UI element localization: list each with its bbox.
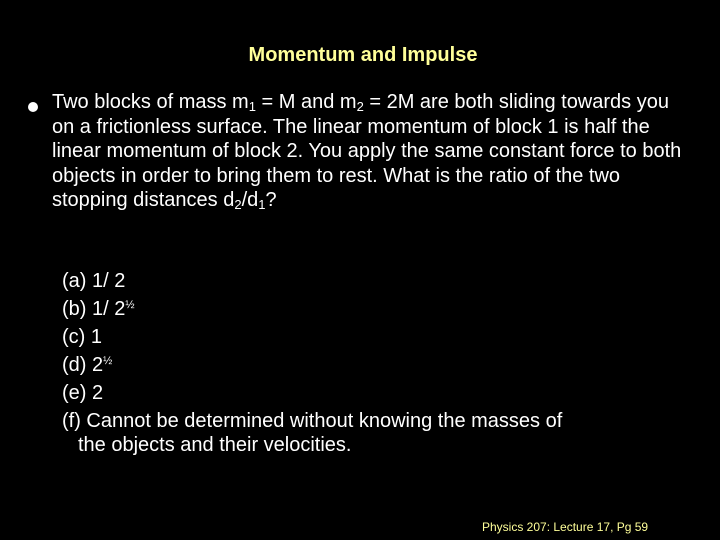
answer-b [62,295,682,323]
question-text [52,90,692,213]
question-part-4: /d [241,189,259,211]
answer-d-superscript: ½ [103,355,113,367]
question-part-3: = 2M are both sliding towards you on a frictionless surface. The linear momentum of block 1 is half the linear momentum of block 2. You apply the same constant force to both objects in order to bring them to rest. What is the ratio of the two stopping distances d [52,91,682,211]
slide-title: Momentum and Impulse [248,44,478,66]
answer-f-line-2: the objects and their velocities. [78,434,352,456]
answer-choices [62,267,682,457]
subscript-2: 2 [356,99,364,114]
subscript-4: 1 [258,197,266,212]
answer-f [62,407,682,457]
slide-footer: Physics 207: Lecture 17, Pg 59 [482,520,649,534]
answer-b-text: (b) 1/ 2 [62,298,126,320]
answer-e: (e) 2 [62,382,104,404]
question-part-1: Two blocks of mass m [52,91,249,113]
question-part-2: = M and m [255,91,357,113]
subscript-3: 2 [234,197,242,212]
subscript-1: 1 [248,99,256,114]
answer-b-superscript: ½ [125,299,135,311]
question-part-5: ? [265,189,277,211]
bullet-dot-icon [28,102,38,112]
answer-d-text: (d) 2 [62,354,104,376]
answer-c: (c) 1 [62,326,102,348]
answer-a: (a) 1/ 2 [62,270,126,292]
answer-d [62,351,682,379]
answer-f-line-1: (f) Cannot be determined without knowing the masses of [62,410,563,432]
